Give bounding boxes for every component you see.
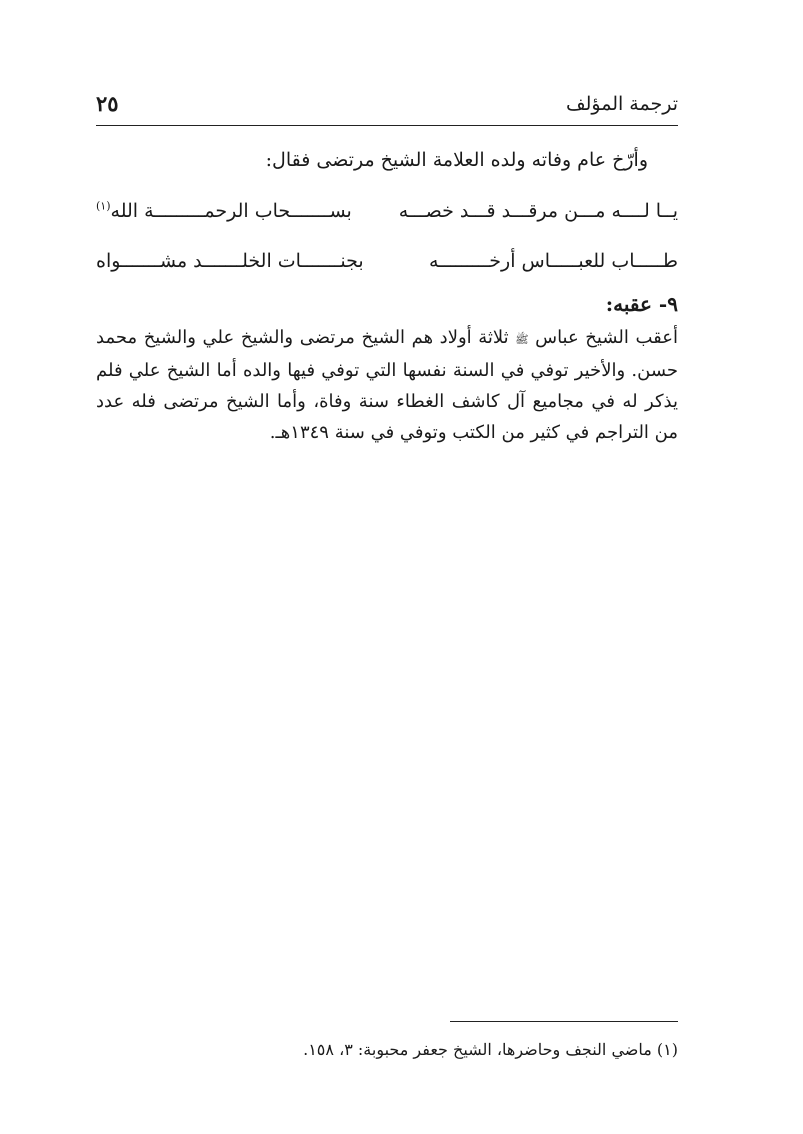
intro-line: وأرّخ عام وفاته ولده العلامة الشيخ مرتضى فقال: — [265, 149, 648, 171]
running-title: ترجمة المؤلف — [565, 93, 678, 115]
second-hemistich-text: بســـــــحاب الرحمـــــــــة الله — [110, 200, 352, 222]
second-hemistich — [96, 196, 352, 226]
paragraph-rest: ثلاثة أولاد هم الشيخ مرتضى والشيخ علي والشيخ محمد حسن. والأخير توفي في السنة نفسها التي توفي فيها والده أما الشيخ علي فلم يذكر له في مجاميع آل كاشف الغطاء سنة وفاة، وأما الشيخ مرتضى فله عدد من التراجم في كثير من الكتب وتوفي في سنة ١٣٤٩هـ. — [96, 327, 678, 443]
honorific-mark: ﷺ — [515, 333, 529, 346]
footnote-separator — [450, 1021, 678, 1022]
footnote-reference[interactable]: (١) — [96, 199, 111, 213]
poem-verse-2 — [96, 246, 678, 276]
paragraph-start: أعقب الشيخ عباس — [528, 327, 678, 348]
footnote: (١) ماضي النجف وحاضرها، الشيخ جعفر محبوبة: ٣، ١٥٨. — [303, 1040, 678, 1059]
page-number: ٢٥ — [96, 91, 119, 116]
poem-verse-1 — [96, 196, 678, 226]
body-paragraph — [96, 322, 678, 448]
first-hemistich: يــا لــــه مـــن مرقـــد قـــد خصـــه — [398, 200, 678, 222]
second-hemistich: بجنـــــــات الخلـــــــد مشـــــــواه — [96, 250, 364, 272]
section-heading: ٩- عقبه: — [605, 292, 678, 316]
first-hemistich: طـــــاب للعبـــــاس أرخـــــــــه — [429, 250, 678, 272]
header-rule — [96, 125, 678, 126]
